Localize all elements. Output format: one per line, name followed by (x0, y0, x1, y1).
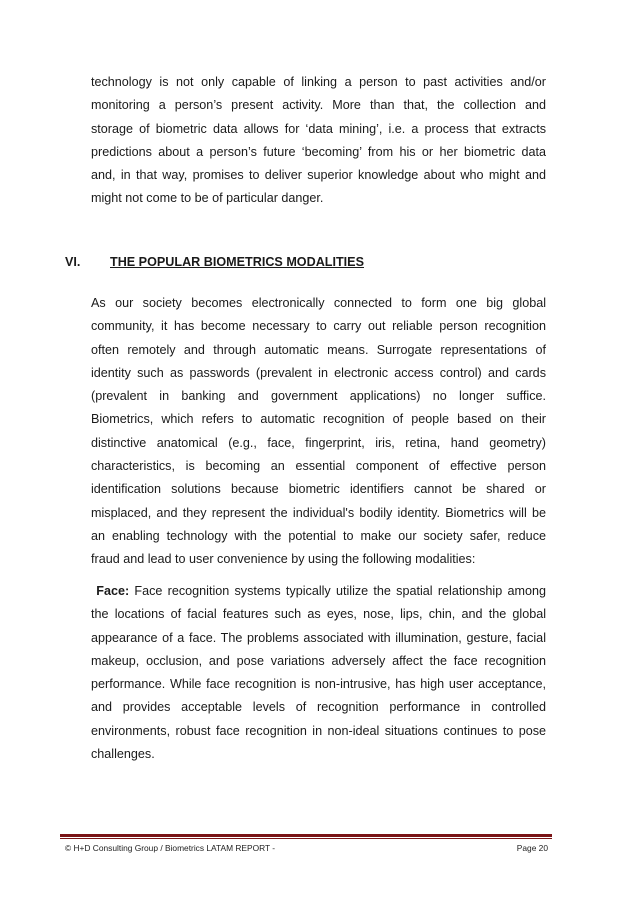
footer-rule-thin (60, 838, 552, 839)
paragraph-line: challenges. (91, 747, 155, 762)
paragraph-line: storage of biometric data allows for ‘data mining’, i.e. a process that extracts (91, 121, 546, 136)
paragraph-line: performance. While face recognition is non-intrusive, has high user acceptance, (91, 677, 546, 692)
paragraph-line: the locations of facial features such as eyes, nose, lips, chin, and the global (91, 607, 546, 622)
modalities-paragraph (91, 292, 546, 572)
paragraph-line: identity such as passwords (prevalent in electronic access control) and cards (91, 365, 546, 380)
paragraph-line: technology is not only capable of linking a person to past activities and/or (91, 75, 546, 89)
paragraph-line: appearance of a face. The problems associated with illumination, gesture, facial (91, 630, 546, 645)
paragraph-line: makeup, occlusion, and pose variations adversely affect the face recognition (91, 653, 546, 668)
footer-rule (60, 834, 552, 837)
paragraph-line: predictions about a person’s future ‘becoming’ from his or her biometric data (91, 144, 546, 159)
paragraph-line: might not come to be of particular danger. (91, 191, 324, 206)
paragraph-line: an enabling technology with the potential to make our society safer, reduce (91, 528, 546, 543)
face-paragraph (91, 580, 546, 766)
paragraph-line: identification solutions because biometric identifiers cannot be shared or (91, 482, 546, 497)
paragraph-line: and, in that way, promises to deliver superior knowledge about who might and (91, 168, 546, 183)
paragraph-line: distinctive anatomical (e.g., face, fingerprint, iris, retina, hand geometry) (91, 435, 546, 450)
face-label: Face: (96, 584, 130, 598)
paragraph-line: community, it has become necessary to carry out reliable person recognition (91, 319, 546, 334)
paragraph-line: (prevalent in banking and government applications) no longer suffice. (91, 389, 546, 404)
paragraph-line: misplaced, and they represent the individual's bodily identity. Biometrics will be (91, 505, 546, 520)
paragraph-line: often remotely and through automatic means. Surrogate representations of (91, 342, 546, 357)
face-first-line-text: Face recognition systems typically utilize the spatial relationship among (134, 584, 546, 598)
page-number: Page 20 (516, 843, 548, 853)
paragraph-line: characteristics, is becoming an essential component of effective person (91, 459, 546, 474)
paragraph-line: and provides acceptable levels of recognition performance in controlled (91, 700, 546, 715)
paragraph-line (91, 580, 546, 603)
footer-copyright: © H+D Consulting Group / Biometrics LATAM REPORT - (65, 843, 276, 853)
paragraph-line: environments, robust face recognition in non-ideal situations continues to pose (91, 723, 546, 738)
paragraph-line: Biometrics, which refers to automatic recognition of people based on their (91, 412, 546, 427)
section-title: THE POPULAR BIOMETRICS MODALITIES (110, 255, 364, 269)
intro-paragraph (91, 71, 546, 211)
section-number: VI. (65, 255, 81, 269)
paragraph-line: fraud and lead to user convenience by using the following modalities: (91, 552, 476, 567)
paragraph-line: As our society becomes electronically connected to form one big global (91, 296, 546, 310)
paragraph-line: monitoring a person’s present activity. More than that, the collection and (91, 98, 546, 113)
